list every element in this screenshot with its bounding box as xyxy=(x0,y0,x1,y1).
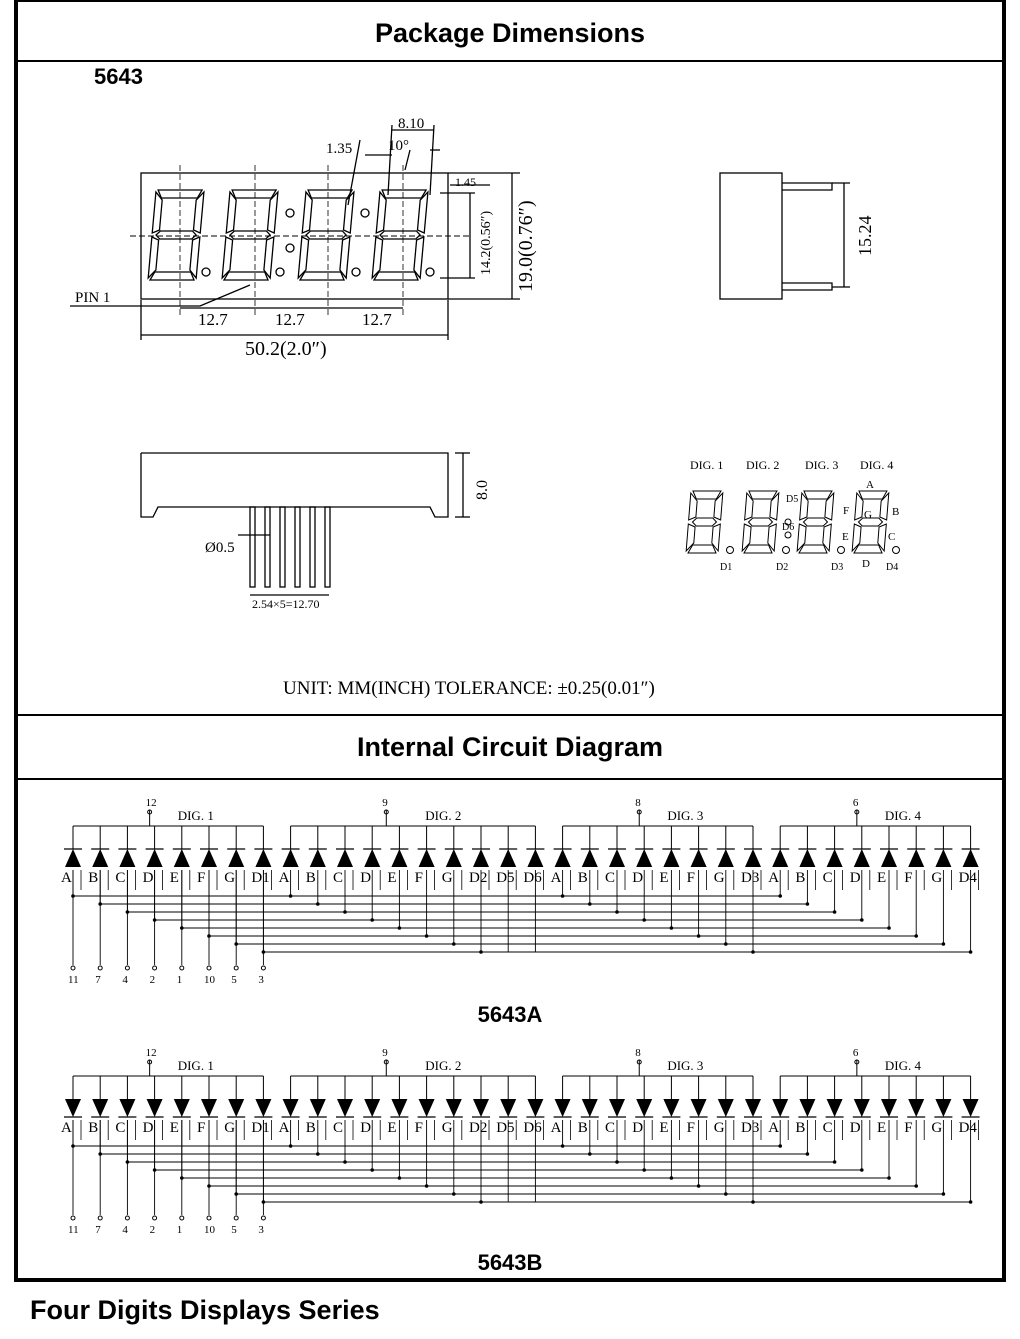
digit-outline xyxy=(298,190,360,280)
led-diode xyxy=(717,826,735,867)
pin-label: F xyxy=(197,870,206,886)
pin-label: G xyxy=(441,870,453,886)
led-diode xyxy=(227,1076,245,1117)
pin-label: D xyxy=(360,870,372,886)
pin-label: D2 xyxy=(469,870,488,886)
seg-digit xyxy=(797,491,844,554)
segment-pin-number: 2 xyxy=(149,1224,156,1236)
pin-diameter-dim: Ø0.5 xyxy=(205,540,235,556)
pin-label: G xyxy=(441,1120,453,1136)
seg-label-a: A xyxy=(866,479,874,491)
seg-label-c: C xyxy=(888,531,896,543)
pin-label: B xyxy=(88,1120,99,1136)
led-diode xyxy=(907,826,925,867)
led-diode xyxy=(608,826,626,867)
seg-label-e: E xyxy=(842,531,849,543)
pin-label: E xyxy=(877,1120,887,1136)
dp-label: D2 xyxy=(776,562,789,573)
common-pin-number: 12 xyxy=(145,797,157,809)
pin-label: G xyxy=(931,870,943,886)
pin-label: B xyxy=(795,870,806,886)
led-diode xyxy=(526,1076,544,1117)
common-pin-number: 6 xyxy=(852,797,859,809)
led-diode xyxy=(690,1076,708,1117)
pin-label: B xyxy=(577,870,588,886)
seg-digit-label: DIG. 1 xyxy=(690,458,724,472)
seg-label-b: B xyxy=(892,506,900,518)
led-diode xyxy=(64,1076,82,1117)
led-diode xyxy=(146,826,164,867)
led-diode xyxy=(771,1076,789,1117)
led-diode xyxy=(880,826,898,867)
pin xyxy=(295,507,300,587)
colon-label: D6 xyxy=(782,522,795,533)
pin-label: A xyxy=(278,870,290,886)
pin-label: D xyxy=(142,870,154,886)
segment-pin-number: 10 xyxy=(204,1224,215,1236)
segment-pin-number: 1 xyxy=(176,974,183,986)
pin-label: G xyxy=(224,1120,236,1136)
led-diode xyxy=(146,1076,164,1117)
pin xyxy=(280,507,285,587)
pin-label: E xyxy=(659,870,669,886)
led-diode xyxy=(744,1076,762,1117)
pin-label: F xyxy=(904,870,913,886)
decimal-point xyxy=(276,268,284,276)
colon-dot xyxy=(361,209,369,217)
led-diode xyxy=(336,826,354,867)
height-dim: 19.0(0.76″) xyxy=(515,200,537,292)
led-diode xyxy=(662,1076,680,1117)
led-diode xyxy=(934,1076,952,1117)
digit-label: DIG. 3 xyxy=(667,808,704,823)
seg-digit xyxy=(852,491,899,554)
led-diode xyxy=(826,1076,844,1117)
common-pin-number: 6 xyxy=(852,1047,859,1059)
led-diode xyxy=(445,826,463,867)
led-diode xyxy=(608,1076,626,1117)
led-diode xyxy=(554,826,572,867)
pin-label: D xyxy=(360,1120,372,1136)
pin-label: A xyxy=(278,1120,290,1136)
common-pin-number: 9 xyxy=(382,1047,388,1059)
pin-label: A xyxy=(61,1120,72,1136)
pin xyxy=(265,507,270,587)
seg-digit-label: DIG. 2 xyxy=(746,458,780,472)
led-diode xyxy=(798,1076,816,1117)
digit-height-dim: 14.2(0.56″) xyxy=(479,210,494,275)
top-offset-dim: 1.45 xyxy=(455,175,476,189)
series-footer: Four Digits Displays Series xyxy=(30,1295,380,1325)
pin-label: A xyxy=(550,870,562,886)
led-diode xyxy=(282,1076,300,1117)
circuit-diagram-a xyxy=(0,780,1020,995)
led-diode xyxy=(336,1076,354,1117)
pin-label: A xyxy=(550,1120,562,1136)
pitch-dim: 12.7 xyxy=(275,310,305,329)
pin-label: A xyxy=(768,870,780,886)
circuit-diagram-b xyxy=(0,1030,1020,1245)
segment-pin-number: 2 xyxy=(149,974,156,986)
led-diode xyxy=(173,1076,191,1117)
led-diode xyxy=(798,826,816,867)
pin-label: D5 xyxy=(496,870,515,886)
digit-label: DIG. 2 xyxy=(425,808,462,823)
pitch-dim: 12.7 xyxy=(198,310,228,329)
pin-label: B xyxy=(795,1120,806,1136)
pin-label: C xyxy=(333,1120,344,1136)
segment-pin-number: 3 xyxy=(258,974,264,986)
led-diode xyxy=(64,826,82,867)
digit-label: DIG. 3 xyxy=(667,1058,704,1073)
led-diode xyxy=(91,826,109,867)
pin-label: F xyxy=(414,1120,423,1136)
led-diode xyxy=(717,1076,735,1117)
led-diode xyxy=(418,1076,436,1117)
led-diode xyxy=(962,1076,980,1117)
thickness-dim: 8.0 xyxy=(474,480,491,500)
pin-label: D4 xyxy=(958,870,977,886)
digit-label: DIG. 4 xyxy=(884,1058,922,1073)
decimal-point xyxy=(426,268,434,276)
led-diode xyxy=(499,826,517,867)
led-diode xyxy=(254,1076,272,1117)
led-diode xyxy=(445,1076,463,1117)
colon-dot xyxy=(286,209,294,217)
pin-label: F xyxy=(904,1120,913,1136)
decimal-point xyxy=(727,547,734,554)
led-diode xyxy=(472,826,490,867)
led-diode xyxy=(581,1076,599,1117)
segment-pin-number: 10 xyxy=(204,974,215,986)
pin-label: D xyxy=(632,1120,644,1136)
digit-label: DIG. 2 xyxy=(425,1058,462,1073)
led-diode xyxy=(363,826,381,867)
led-diode xyxy=(173,826,191,867)
width-810-dim: 8.10 xyxy=(398,116,425,132)
pin-label: E xyxy=(387,1120,397,1136)
segment-pin-number: 5 xyxy=(231,974,237,986)
led-diode xyxy=(744,826,762,867)
led-diode xyxy=(853,1076,871,1117)
side-depth-dim: 15.24 xyxy=(855,215,875,256)
led-diode xyxy=(880,1076,898,1117)
pin-label: D3 xyxy=(741,1120,760,1136)
segment-pin-number: 3 xyxy=(258,1224,264,1236)
led-diode xyxy=(418,826,436,867)
led-diode xyxy=(118,826,136,867)
led-diode xyxy=(390,826,408,867)
pin-label: F xyxy=(197,1120,206,1136)
pin-label: D xyxy=(142,1120,154,1136)
seg-width-dim: 1.35 xyxy=(326,141,353,157)
led-diode xyxy=(200,826,218,867)
pin-label: D5 xyxy=(496,1120,515,1136)
led-diode xyxy=(309,826,327,867)
led-diode xyxy=(309,1076,327,1117)
pin-label: F xyxy=(414,870,423,886)
circuit-title: Internal Circuit Diagram xyxy=(356,731,664,762)
pin-label: D6 xyxy=(523,1120,542,1136)
colon-label: D5 xyxy=(786,494,799,505)
led-diode xyxy=(635,1076,653,1117)
pin-label: E xyxy=(877,870,887,886)
led-diode xyxy=(227,826,245,867)
led-diode xyxy=(962,826,980,867)
dp-label: D1 xyxy=(720,562,733,573)
digit-outline xyxy=(148,190,210,280)
pin-label: G xyxy=(224,870,236,886)
digit-outline xyxy=(222,190,284,280)
pin-label: C xyxy=(605,870,616,886)
decimal-point xyxy=(893,547,900,554)
segment-pin-number: 1 xyxy=(176,1224,183,1236)
segment-pin-number: 4 xyxy=(122,974,128,986)
led-diode xyxy=(934,826,952,867)
pin-label: C xyxy=(115,1120,126,1136)
seg-digit-label: DIG. 3 xyxy=(805,458,839,472)
led-diode xyxy=(499,1076,517,1117)
unit-tolerance-note: UNIT: MM(INCH) TOLERANCE: ±0.25(0.01″) xyxy=(283,678,655,699)
package-dimensions-title: Package Dimensions xyxy=(374,17,646,48)
pin xyxy=(250,507,255,587)
pin-label: C xyxy=(333,870,344,886)
pin-pitch-dim: 2.54×5=12.70 xyxy=(252,597,320,611)
digit-label: DIG. 4 xyxy=(884,808,922,823)
pin-label: D4 xyxy=(958,1120,977,1136)
pin-label: E xyxy=(169,1120,179,1136)
pin-label: E xyxy=(659,1120,669,1136)
pin-label: B xyxy=(305,1120,316,1136)
pitch-dim: 12.7 xyxy=(362,310,392,329)
pin-label: D1 xyxy=(251,1120,270,1136)
led-diode xyxy=(635,826,653,867)
pin-label: G xyxy=(713,1120,725,1136)
dp-label: D3 xyxy=(831,562,844,573)
pin-label: C xyxy=(115,870,126,886)
common-pin-number: 12 xyxy=(145,1047,157,1059)
colon-dot xyxy=(286,244,294,252)
pin-label: F xyxy=(686,870,695,886)
pin-label: F xyxy=(686,1120,695,1136)
common-pin-number: 8 xyxy=(635,1047,641,1059)
segment-pin-number: 11 xyxy=(68,1224,79,1236)
digit-label: DIG. 1 xyxy=(177,808,214,823)
led-diode xyxy=(771,826,789,867)
digit-label: DIG. 1 xyxy=(177,1058,214,1073)
decimal-point xyxy=(352,268,360,276)
pin-label: D6 xyxy=(523,870,542,886)
angle-dim: 10° xyxy=(388,138,409,154)
led-diode xyxy=(200,1076,218,1117)
seg-label-d: D xyxy=(862,558,870,570)
dp-label: D4 xyxy=(886,562,899,573)
seg-label-f: F xyxy=(843,505,850,517)
pin-label: B xyxy=(305,870,316,886)
pin xyxy=(310,507,315,587)
variant-a-label: 5643A xyxy=(477,1002,543,1027)
led-diode xyxy=(554,1076,572,1117)
seg-label-g: G xyxy=(864,509,872,521)
led-diode xyxy=(853,826,871,867)
pin-label: D2 xyxy=(469,1120,488,1136)
pin-label: A xyxy=(61,870,72,886)
pin-label: E xyxy=(387,870,397,886)
led-diode xyxy=(581,826,599,867)
pin-label: G xyxy=(931,1120,943,1136)
led-diode xyxy=(826,826,844,867)
pin-label: B xyxy=(88,870,99,886)
pin-label: C xyxy=(822,870,833,886)
decimal-point xyxy=(202,268,210,276)
pin xyxy=(325,507,330,587)
side-view-body xyxy=(720,173,782,299)
led-diode xyxy=(363,1076,381,1117)
seg-digit-label: DIG. 4 xyxy=(860,458,894,472)
variant-b-label: 5643B xyxy=(477,1250,543,1275)
pin-label: D3 xyxy=(741,870,760,886)
led-diode xyxy=(254,826,272,867)
led-diode xyxy=(390,1076,408,1117)
model-label: 5643 xyxy=(94,64,143,89)
led-diode xyxy=(91,1076,109,1117)
led-diode xyxy=(118,1076,136,1117)
pin-label: G xyxy=(713,870,725,886)
segment-pin-number: 4 xyxy=(122,1224,128,1236)
pin-label: B xyxy=(577,1120,588,1136)
pin-label: D xyxy=(849,870,861,886)
led-diode xyxy=(690,826,708,867)
common-pin-number: 9 xyxy=(382,797,388,809)
segment-pin-number: 5 xyxy=(231,1224,237,1236)
segment-pin-number: 7 xyxy=(95,974,101,986)
pin-label: D xyxy=(632,870,644,886)
led-diode xyxy=(472,1076,490,1117)
decimal-point xyxy=(838,547,845,554)
led-diode xyxy=(282,826,300,867)
pin-label: A xyxy=(768,1120,780,1136)
common-pin-number: 8 xyxy=(635,797,641,809)
led-diode xyxy=(907,1076,925,1117)
pin1-label: PIN 1 xyxy=(75,290,111,306)
led-diode xyxy=(526,826,544,867)
seg-digit xyxy=(686,491,733,554)
decimal-point xyxy=(783,547,790,554)
pin-label: C xyxy=(605,1120,616,1136)
width-dim: 50.2(2.0″) xyxy=(245,338,327,360)
segment-pin-number: 7 xyxy=(95,1224,101,1236)
pin-label: E xyxy=(169,870,179,886)
pin-label: D1 xyxy=(251,870,270,886)
led-diode xyxy=(662,826,680,867)
pin-label: C xyxy=(822,1120,833,1136)
segment-pin-number: 11 xyxy=(68,974,79,986)
pin-label: D xyxy=(849,1120,861,1136)
